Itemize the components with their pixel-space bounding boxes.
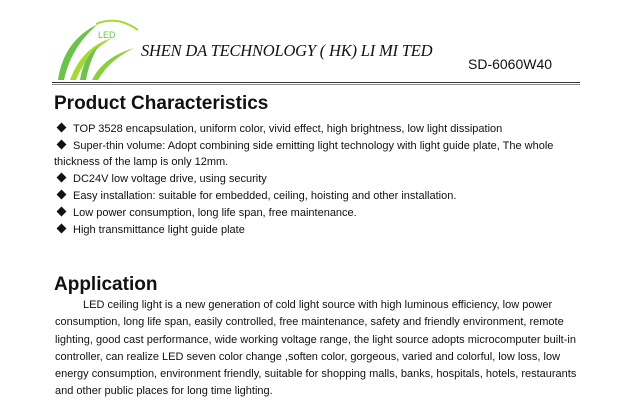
diamond-bullet-icon: [57, 123, 67, 133]
list-item: [56, 222, 582, 238]
diamond-bullet-icon: [57, 207, 67, 217]
list-item: [56, 171, 582, 187]
application-paragraph: LED ceiling light is a new generation of cold light source with high luminous efficiency, low power consumption, long life span, easily controlled, free maintenance, safety and friendly environment, remote lighting, good cast performance, wide working voltage range, the light source adopts microcomputer built-in controller, can realize LED seven color change ,soften color, gorgeous, varied and colorful, low loss, low energy consumption, environment friendly, suitable for shopping malls, banks, hospitals, hotels, restaurants and other public places for long time lighting.: [55, 299, 577, 398]
list-item-text: Easy installation: suitable for embedded, ceiling, hoisting and other installation.: [73, 190, 457, 203]
list-item-continuation: thickness of the lamp is only 12mm.: [54, 156, 229, 169]
list-item: [56, 205, 582, 221]
company-name: SHEN DA TECHNOLOGY ( HK) LI MI TED: [141, 41, 433, 60]
list-item: [56, 138, 582, 170]
list-item: [56, 188, 582, 204]
diamond-bullet-icon: [57, 224, 67, 234]
section-title-characteristics: Product Characteristics: [54, 93, 269, 114]
list-item: [56, 121, 582, 137]
diamond-bullet-icon: [57, 190, 67, 200]
diamond-bullet-icon: [57, 140, 67, 150]
led-leaf-logo: [52, 14, 144, 84]
list-item-text: DC24V low voltage drive, using security: [73, 173, 267, 186]
list-item-text: High transmittance light guide plate: [73, 224, 245, 237]
logo-text: LED: [98, 30, 116, 40]
list-item-text: Super-thin volume: Adopt combining side emitting light technology with light guide plate, The whole: [73, 140, 554, 153]
header-divider: [52, 82, 580, 84]
diamond-bullet-icon: [57, 173, 67, 183]
model-number: SD-6060W40: [468, 56, 553, 72]
section-title-application: Application: [54, 274, 158, 295]
list-item-text: TOP 3528 encapsulation, uniform color, vivid effect, high brightness, low light dissipation: [73, 123, 503, 135]
document-header: [0, 0, 624, 92]
list-item-text: Low power consumption, long life span, free maintenance.: [73, 207, 357, 220]
characteristics-list: [56, 121, 582, 240]
